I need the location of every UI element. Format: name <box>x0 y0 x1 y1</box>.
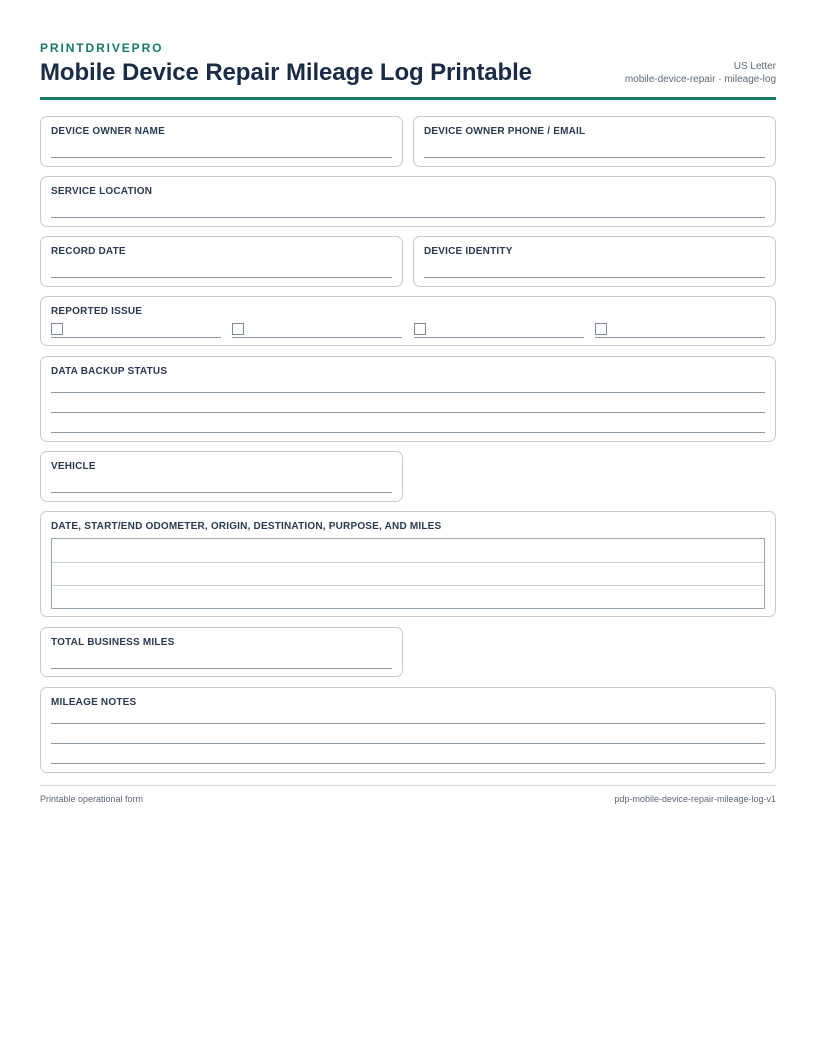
form-slug: mobile-device-repair · mileage-log <box>624 74 776 85</box>
service-location-line[interactable] <box>51 217 765 218</box>
service-location-field[interactable] <box>40 176 776 227</box>
record-date-label: RECORD DATE <box>51 246 126 257</box>
owner-contact-field[interactable] <box>413 116 776 167</box>
page-title: Mobile Device Repair Mileage Log Printable <box>40 59 532 86</box>
vehicle-line[interactable] <box>51 492 392 493</box>
owner-name-field[interactable] <box>40 116 403 167</box>
backup-status-line[interactable] <box>51 392 765 393</box>
header-rule <box>40 97 776 100</box>
issue-option-line[interactable] <box>595 337 765 338</box>
issue-checkbox[interactable] <box>414 323 426 335</box>
service-location-label: SERVICE LOCATION <box>51 186 153 197</box>
total-miles-field[interactable] <box>40 627 403 677</box>
trip-log-section <box>40 511 776 617</box>
reported-issue-field[interactable] <box>40 296 776 346</box>
footer-rule <box>40 785 776 786</box>
paper-size: US Letter <box>733 61 776 72</box>
issue-checkbox[interactable] <box>232 323 244 335</box>
owner-name-label: DEVICE OWNER NAME <box>51 126 165 137</box>
total-miles-label: TOTAL BUSINESS MILES <box>51 637 175 648</box>
total-miles-line[interactable] <box>51 668 392 669</box>
table-row-divider <box>52 585 764 586</box>
mileage-notes-label: MILEAGE NOTES <box>51 697 137 708</box>
owner-name-line[interactable] <box>51 157 392 158</box>
device-identity-field[interactable] <box>413 236 776 287</box>
trip-log-table <box>51 538 765 609</box>
record-date-field[interactable] <box>40 236 403 287</box>
backup-status-line[interactable] <box>51 412 765 413</box>
form-meta <box>625 60 776 86</box>
brand-name: PRINTDRIVEPRO <box>40 41 164 55</box>
mileage-notes-line[interactable] <box>51 743 765 744</box>
mileage-notes-line[interactable] <box>51 723 765 724</box>
record-date-line[interactable] <box>51 277 392 278</box>
owner-contact-label: DEVICE OWNER PHONE / EMAIL <box>424 126 586 137</box>
trip-log-label: DATE, START/END ODOMETER, ORIGIN, DESTINATION, PURPOSE, AND MILES <box>51 521 442 532</box>
footer-form-id: pdp-mobile-device-repair-mileage-log-v1 <box>614 794 776 804</box>
mileage-notes-field[interactable] <box>40 687 776 773</box>
issue-option-line[interactable] <box>414 337 584 338</box>
backup-status-field[interactable] <box>40 356 776 442</box>
mileage-notes-line[interactable] <box>51 763 765 764</box>
issue-checkbox[interactable] <box>51 323 63 335</box>
issue-option-line[interactable] <box>232 337 402 338</box>
backup-status-label: DATA BACKUP STATUS <box>51 366 168 377</box>
footer-left-text: Printable operational form <box>40 794 144 804</box>
vehicle-label: VEHICLE <box>51 461 96 472</box>
reported-issue-label: REPORTED ISSUE <box>51 306 143 317</box>
issue-checkbox[interactable] <box>595 323 607 335</box>
vehicle-field[interactable] <box>40 451 403 502</box>
device-identity-line[interactable] <box>424 277 765 278</box>
backup-status-line[interactable] <box>51 432 765 433</box>
issue-option-line[interactable] <box>51 337 221 338</box>
device-identity-label: DEVICE IDENTITY <box>424 246 513 257</box>
table-row-divider <box>52 562 764 563</box>
owner-contact-line[interactable] <box>424 157 765 158</box>
